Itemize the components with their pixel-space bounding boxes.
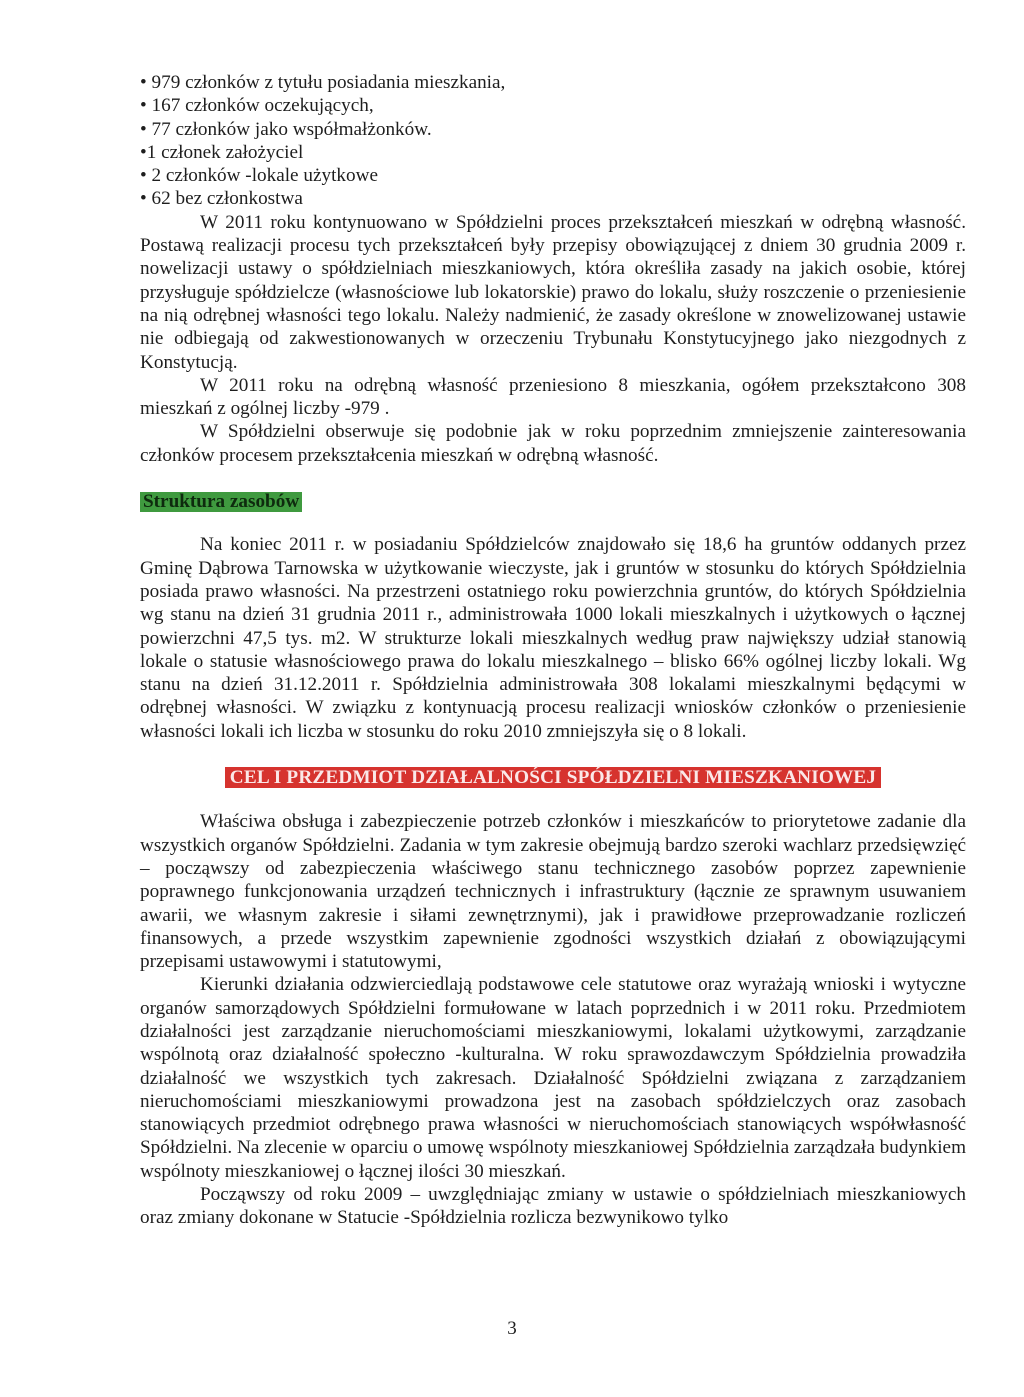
paragraph-goal-2: Kierunki działania odzwierciedlają podstawowe cele statutowe oraz wyrażają wnioski i wytyczne organów samorządowych Spółdzielni formułowane w latach poprzednich i w 2011 roku. Przedmiotem działalności jest zarządzanie nieruchomościami mieszkaniowymi, lokalami użytkowymi, zarządzanie wspólnotą oraz działalność społeczno -kulturalna. W roku sprawozdawczym Spółdzielnia prowadziła działalność we wszystkich tych zakresach. Działalność Spółdzielni związana z zarządzaniem nieruchomościami mieszkaniowymi prowadzona jest na zasobach spółdzielczych oraz zasobach stanowiących przedmiot odrębnego prawa własności w nieruchomościach stanowiących współwłasność Spółdzielni. Na zlecenie w oparciu o umowę wspólnoty mieszkaniowej Spółdzielnia zarządzała budynkiem wspólnoty mieszkaniowej o łącznej ilości 30 mieszkań. bbox=[140, 974, 966, 1182]
list-item: • 979 członków z tytułu posiadania mieszkania, bbox=[140, 71, 966, 94]
section-structure-heading-row bbox=[140, 490, 966, 513]
section-goal-heading-row bbox=[140, 766, 966, 789]
list-item: • 1 członek założyciel bbox=[140, 141, 966, 164]
page-content bbox=[140, 71, 966, 1230]
section-heading-goal: CEL I PRZEDMIOT DZIAŁALNOŚCI SPÓŁDZIELNI MIESZKANIOWEJ bbox=[225, 767, 881, 788]
paragraph-goal-3: Począwszy od roku 2009 – uwzględniając zmiany w ustawie o spółdzielniach mieszkaniowych oraz zmiany dokonane w Statucie -Spółdzielnia rozlicza bezwynikowo tylko bbox=[140, 1184, 966, 1229]
paragraph-text: W 2011 roku kontynuowano w Spółdzielni proces przekształceń mieszkań w odrębną własność. Postawą realizacji procesu tych przekształceń były przepisy obowiązującej z dniem 30 grudnia 2009 r. nowelizacji ustawy o spółdzielniach mieszkaniowych, która określiła zasady na jakich osobie, której przysługuje spółdzielcze (własnościowe lub lokatorskie) prawo do lokalu, służy roszczenie o przeniesienie na nią odrębnej własności tego lokalu. Należy nadmienić, że zasady określone w znowelizowanej ustawie nie odbiegają od zakwestionowanych w orzeczeniu Trybunału Konstytucyjnego jako niezgodnych z Konstytucją. bbox=[140, 211, 966, 373]
list-item: • 62 bez członkostwa bbox=[140, 187, 966, 210]
list-item: • 77 członków jako współmałżonków. bbox=[140, 118, 966, 141]
paragraph-structure: Na koniec 2011 r. w posiadaniu Spółdzielców znajdowało się 18,6 ha gruntów oddanych przez Gminę Dąbrowa Tarnowska w użytkowanie wieczyste, jak i gruntów w stosunku do których Spółdzielnia posiada prawo własności. Na przestrzeni ostatniego roku powierzchnia gruntów, do których Spółdzielnia wg stanu na dzień 31 grudnia 2011 r., administrowała 1000 lokali mieszkalnych i użytkowych o łącznej powierzchni 47,5 tys. m2. W strukturze lokali mieszkalnych według praw największy udział stanowią lokale o statusie własnościowego prawa do lokalu mieszkalnego – blisko 66% ogólnej liczby lokali. Wg stanu na dzień 31.12.2011 r. Spółdzielnia administrowała 308 lokalami mieszkalnymi będącymi w odrębnej własności. W związku z kontynuacją procesu realizacji wniosków członków o przeniesienie własności lokali ich liczba w stosunku do roku 2010 zmniejszyła się o 8 lokali. bbox=[140, 534, 966, 742]
list-item: • 2 członków -lokale użytkowe bbox=[140, 164, 966, 187]
section-heading-structure: Struktura zasobów bbox=[140, 492, 302, 512]
paragraph-goal-1: Właściwa obsługa i zabezpieczenie potrzeb członków i mieszkańców to priorytetowe zadanie dla wszystkich organów Spółdzielni. Zadania w tym zakresie obejmują bardzo szeroki wachlarz przedsięwzięć – począwszy od zabezpieczenia właściwego stanu technicznego zasobów poprzez zapewnienie poprawnego funkcjonowania urządzeń technicznych i infrastruktury (łącznie ze sprawnym usuwaniem awarii, we własnym zakresie i siłami zewnętrznymi), jak i prawidłowe przeprowadzanie rozliczeń finansowych, a przede wszystkim zapewnienie zgodności wszystkich działań z obowiązującymi przepisami ustawowymi i statutowymi, bbox=[140, 811, 966, 973]
page-number: 3 bbox=[507, 1318, 517, 1339]
paragraph-transformation bbox=[140, 211, 966, 374]
list-item: • 167 członków oczekujących, bbox=[140, 94, 966, 117]
paragraph-transferred: W 2011 roku na odrębną własność przeniesiono 8 mieszkania, ogółem przekształcono 308 mieszkań z ogólnej liczby -979 . bbox=[140, 374, 966, 420]
paragraph-interest: W Spółdzielni obserwuje się podobnie jak w roku poprzednim zmniejszenie zainteresowania członków procesem przekształcenia mieszkań w odrębną własność. bbox=[140, 421, 966, 466]
member-list bbox=[140, 71, 966, 211]
